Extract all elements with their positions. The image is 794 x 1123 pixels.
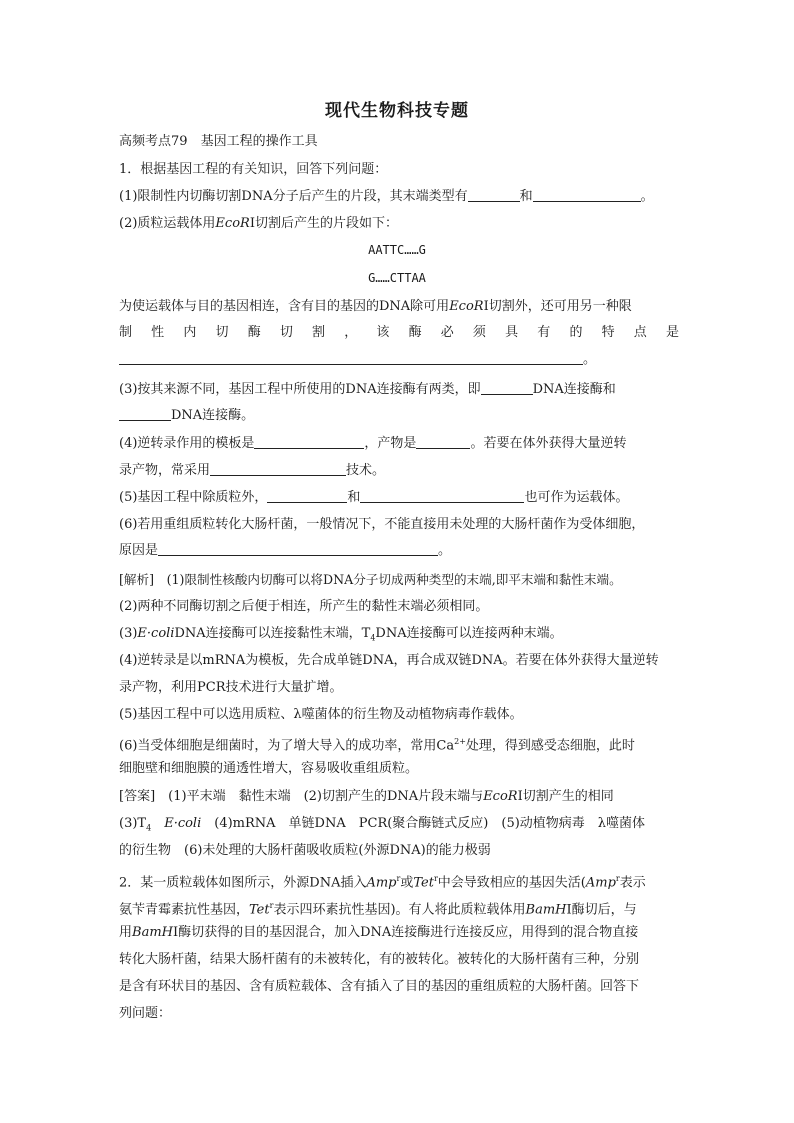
q1-part-6: (6)若用重组质粒转化大肠杆菌，一般情况下，不能直接用未处理的大肠杆菌作为受体细胞， (119, 517, 645, 532)
answer-blank (210, 462, 346, 476)
answer-blank (481, 381, 533, 395)
question-2-line-4: 转化大肠杆菌，结果大肠杆菌有的未被转化，有的被转化。被转化的大肠杆菌有三种，分别 (119, 952, 640, 967)
question-2-line-6: 列问题： (119, 1006, 172, 1021)
q1-part-1: (1)限制性内切酶切割DNA分子后产生的片段，其末端类型有 和 。 (119, 189, 654, 204)
answer-blank (267, 489, 347, 503)
section-label: 高频考点79 (119, 134, 188, 149)
answer-blank (254, 435, 364, 449)
dna-sequence-bottom: G……CTTAA (368, 271, 426, 285)
question-1-stem: 1．根据基因工程的有关知识，回答下列问题： (119, 162, 388, 177)
question-2-line-5: 是含有环状目的基因、含有质粒载体、含有插入了目的基因的重组质粒的大肠杆菌。回答下 (119, 979, 640, 994)
answer-blank (119, 351, 583, 365)
q1-part-6-cont: 原因是 。 (119, 543, 452, 558)
answer-blank (468, 188, 520, 202)
q1-part-2-text: 为使运载体与目的基因相连，含有目的基因的DNA除可用EcoRⅠ切割外，还可用另一种限 (119, 299, 632, 314)
q1-part-4-cont: 录产物，常采用 技术。 (119, 463, 386, 478)
answer-blank (119, 407, 171, 421)
answer-blank (360, 489, 524, 503)
answer-line-2: $(3)T_4$ E·coli (4)mRNA 单链DNA PCR(聚合酶链式反应) (5)动植物病毒 λ噬菌体 (119, 816, 646, 833)
answer-blank (416, 435, 470, 449)
q1-part-2: (2)质粒运载体用EcoRⅠ切割后产生的片段如下： (119, 216, 398, 231)
analysis-label: [解析] (119, 572, 155, 587)
analysis-line-1: [解析] (1)限制性核酸内切酶可以将DNA分子切成两种类型的末端,即平末端和黏性末端。 (119, 572, 622, 587)
enzyme-name: EcoR (215, 216, 250, 231)
answer-line-1: [答案] (1)平末端 黏性末端 (2)切割产生的DNA片段末端与EcoRⅠ切割产生的相同 (119, 789, 614, 804)
dna-sequence-top: AATTC……G (368, 243, 426, 257)
question-2-line-3: 用BamHⅠ酶切获得的目的基因混合，加入DNA连接酶进行连接反应，用得到的混合物直接 (119, 925, 639, 940)
answer-blank (158, 542, 438, 556)
question-2-line-2: 氨苄青霉素抗性基因，Tet$^r$表示四环素抗性基因)。有人将此质粒载体用BamHⅠ酶切后，与 (119, 901, 637, 918)
q1-part-5: (5)基因工程中除质粒外， 和 也可作为运载体。 (119, 490, 629, 505)
analysis-line-6: (5)基因工程中可以选用质粒、λ噬菌体的衍生物及动植物病毒作载体。 (119, 707, 523, 722)
answer-line-3: 的衍生物 (6)未处理的大肠杆菌吸收质粒(外源DNA)的能力极弱 (119, 843, 491, 858)
analysis-line-5: 录产物，利用PCR技术进行大量扩增。 (119, 680, 343, 695)
page-title: 现代生物科技专题 (325, 101, 469, 121)
analysis-line-3: (3)E·coliDNA连接酶可以连接黏性末端，$T_4DNA$连接酶可以连接两种末端。 (119, 626, 563, 643)
section-heading (119, 133, 679, 151)
q1-part-2-blank: 。 (119, 351, 679, 369)
analysis-line-2: (2)两种不同酶切割之后便于相连，所产生的黏性末端必须相同。 (119, 599, 489, 614)
q1-part-3-cont: DNA连接酶。 (119, 407, 679, 425)
answer-label: [答案] (119, 789, 156, 804)
analysis-line-4: (4)逆转录是以mRNA为模板，先合成单链DNA，再合成双链DNA。若要在体外获得大量逆转 (119, 653, 659, 668)
analysis-line-7: (6)当受体细胞是细菌时，为了增大导入的成功率，常用$Ca^{2+}$处理，得到感受态细胞，此时 (119, 737, 635, 754)
question-2-line-1: 2．某一质粒载体如图所示，外源DNA插入Amp$^r$或Tet$^r$中会导致相应的基因失活(Amp$^r$表示 (119, 874, 646, 891)
analysis-line-8: 细胞壁和细胞膜的通透性增大，容易吸收重组质粒。 (119, 761, 419, 776)
section-topic: 基因工程的操作工具 (200, 134, 318, 149)
q1-part-4: (4)逆转录作用的模板是 ，产物是 。若要在体外获得大量逆转 (119, 436, 627, 451)
q1-part-2-question: 制性内切酶切割，该酶必须具有的特点是 (119, 325, 679, 340)
answer-blank (533, 188, 641, 202)
q1-part-3: (3)按其来源不同，基因工程中所使用的DNA连接酶有两类，即 DNA连接酶和 (119, 382, 616, 397)
